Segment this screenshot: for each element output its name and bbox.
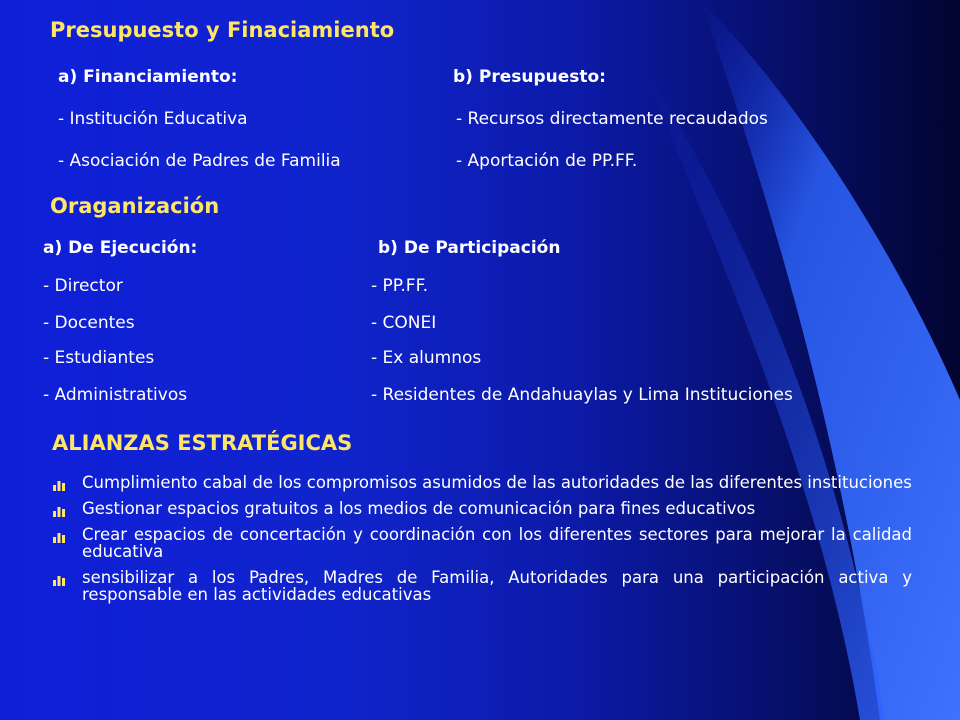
budget-heading: b) Presupuesto: <box>453 67 606 87</box>
bar-bullet-icon <box>52 504 66 518</box>
financing-item: - Institución Educativa <box>58 109 248 129</box>
alliance-text: Gestionar espacios gratuitos a los medios de comunicación para fines educativos <box>82 499 756 518</box>
list-item <box>52 526 912 560</box>
execution-heading: a) De Ejecución: <box>43 238 198 258</box>
alliance-text: sensibilizar a los Padres, Madres de Familia, Autoridades para una participación activa y responsable en las actividades educativas <box>82 568 912 604</box>
participation-heading: b) De Participación <box>378 238 561 258</box>
execution-item: - Docentes <box>43 313 135 333</box>
execution-item: - Director <box>43 276 123 296</box>
participation-item: - Ex alumnos <box>371 348 482 368</box>
list-item <box>52 474 912 491</box>
budget-item: - Recursos directamente recaudados <box>456 109 768 129</box>
execution-item: - Estudiantes <box>43 348 155 368</box>
financing-section-title: Presupuesto y Finaciamiento <box>50 18 395 42</box>
list-item <box>52 569 912 603</box>
financing-heading: a) Financiamiento: <box>58 67 238 87</box>
alliance-text: Cumplimiento cabal de los compromisos asumidos de las autoridades de las diferentes instituciones <box>82 473 912 492</box>
budget-item: - Aportación de PP.FF. <box>456 151 638 171</box>
participation-item: - CONEI <box>371 313 437 333</box>
alliances-section-title: ALIANZAS ESTRATÉGICAS <box>52 431 353 455</box>
participation-item: - PP.FF. <box>371 276 429 296</box>
bar-bullet-icon <box>52 573 66 587</box>
bar-bullet-icon <box>52 478 66 492</box>
alliance-text: Crear espacios de concertación y coordinación con los diferentes sectores para mejorar la calidad educativa <box>82 525 912 561</box>
execution-item: - Administrativos <box>43 385 188 405</box>
financing-item: - Asociación de Padres de Familia <box>58 151 341 171</box>
alliances-list <box>52 474 912 612</box>
bar-bullet-icon <box>52 530 66 544</box>
list-item <box>52 500 912 517</box>
participation-item: - Residentes de Andahuaylas y Lima Instituciones <box>371 385 793 405</box>
organization-section-title: Oraganización <box>50 194 220 218</box>
